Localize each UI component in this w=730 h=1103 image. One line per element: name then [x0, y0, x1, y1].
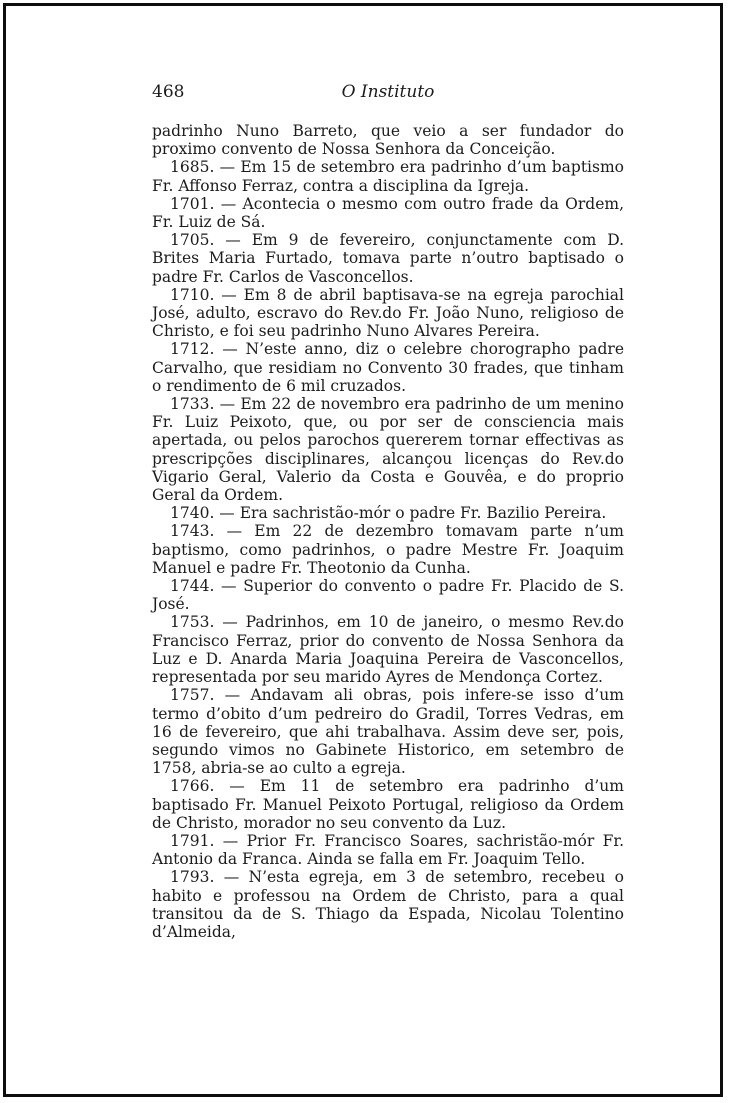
- entry-1712: 1712. — N’este anno, diz o celebre chorographo padre Carvalho, que residiam no Convento 30 frades, que tinham o rendimento de 6 mil cruzados.: [152, 340, 624, 395]
- paragraph-continuation: padrinho Nuno Barreto, que veio a ser fundador do proximo convento de Nossa Senhora da Conceição.: [152, 122, 624, 159]
- book-page: [152, 82, 624, 941]
- running-head: [152, 82, 624, 108]
- entry-1740: 1740. — Era sachristão-mór o padre Fr. Bazilio Pereira.: [170, 504, 607, 523]
- entry-1791: 1791. — Prior Fr. Francisco Soares, sachristão-mór Fr. Antonio da Franca. Ainda se falla em Fr. Joaquim Tello.: [152, 831, 624, 869]
- journal-title: O Instituto: [341, 82, 435, 102]
- entry-1685: 1685. — Em 15 de setembro era padrinho d’um baptismo Fr. Affonso Ferraz, contra a disciplina da Igreja.: [152, 158, 624, 195]
- page-number: 468: [152, 82, 185, 102]
- body-text: [152, 122, 624, 941]
- entry-1793: 1793. — N’esta egreja, em 3 de setembro, recebeu o habito e professou na Ordem de Christo, para a qual transitou da de S. Thiago da Espada, Nicolau Tolentino d’Almeida,: [152, 868, 624, 941]
- entry-1710: 1710. — Em 8 de abril baptisava-se na egreja parochial José, adulto, escravo do Rev.do Fr. João Nuno, religioso de Christo, e foi seu padrinho Nuno Alvares Pereira.: [152, 285, 624, 341]
- entry-1744: 1744. — Superior do convento o padre Fr. Placido de S. José.: [152, 577, 624, 614]
- entry-1733: 1733. — Em 22 de novembro era padrinho de um menino Fr. Luiz Peixoto, que, ou por ser de consciencia mais apertada, ou pelos parochos quererem tornar effectivas as prescripções disciplinares, alcançou licenças do Rev.do Vigario Geral, Valerio da Costa e Gouvêa, e do proprio Geral da Ordem.: [152, 395, 624, 505]
- entry-1753: 1753. — Padrinhos, em 10 de janeiro, o mesmo Rev.do Francisco Ferraz, prior do convento de Nossa Senhora da Luz e D. Anarda Maria Joaquina Pereira de Vasconcellos, representada por seu marido Ayres de Mendonça Cortez.: [152, 613, 624, 687]
- entry-1743: 1743. — Em 22 de dezembro tomavam parte n’um baptismo, como padrinhos, o padre Mestre Fr. Joaquim Manuel e padre Fr. Theotonio da Cunha.: [152, 522, 624, 577]
- entry-1757: 1757. — Andavam ali obras, pois infere-se isso d’um termo d’obito d’um pedreiro do Gradil, Torres Vedras, em 16 de fevereiro, que ahi trabalhava. Assim deve ser, pois, segundo vimos no Gabinete Historico, em setembro de 1758, abria-se ao culto a egreja.: [152, 686, 624, 778]
- entry-1766: 1766. — Em 11 de setembro era padrinho d’um baptisado Fr. Manuel Peixoto Portugal, religioso da Ordem de Christo, morador no seu convento da Luz.: [152, 777, 624, 832]
- entry-1705: 1705. — Em 9 de fevereiro, conjunctamente com D. Brites Maria Furtado, tomava parte n’outro baptisado o padre Fr. Carlos de Vasconcellos.: [152, 231, 624, 286]
- entry-1701: 1701. — Acontecia o mesmo com outro frade da Ordem, Fr. Luiz de Sá.: [152, 194, 624, 232]
